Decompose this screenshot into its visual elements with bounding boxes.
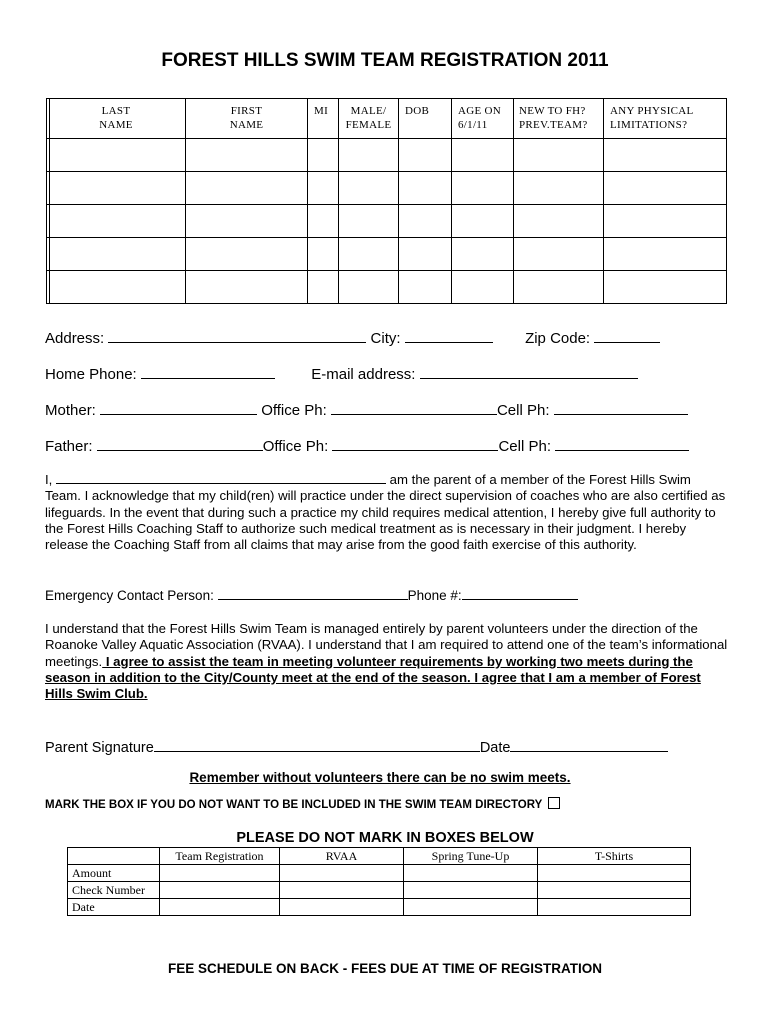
office-use-cell bbox=[538, 865, 691, 882]
new-to-fh-cell[interactable] bbox=[514, 139, 604, 172]
father-field[interactable] bbox=[97, 436, 263, 451]
address-label: Address: bbox=[45, 330, 105, 347]
age-cell[interactable] bbox=[452, 172, 514, 205]
new-to-fh-cell[interactable] bbox=[514, 271, 604, 304]
zip-field[interactable] bbox=[594, 328, 660, 343]
volunteer-agreement: I agree to assist the team in meeting volunteer requirements by working two meets during the season in addition to the City/County meet at the end of the season. I agree that I am a member of Forest Hills Swim Club. bbox=[45, 653, 701, 702]
address-row bbox=[45, 328, 660, 347]
father-office-field[interactable] bbox=[332, 436, 498, 451]
email-label: E-mail address: bbox=[311, 366, 416, 383]
emergency-phone-label: Phone #: bbox=[407, 588, 462, 603]
limitations-cell[interactable] bbox=[604, 205, 727, 238]
emergency-phone-field[interactable] bbox=[462, 587, 578, 600]
header-dob: DOB bbox=[399, 99, 452, 139]
office-use-cell bbox=[160, 882, 280, 899]
header-physical-limitations: ANY PHYSICAL LIMITATIONS? bbox=[610, 105, 694, 131]
city-field[interactable] bbox=[405, 328, 493, 343]
volunteer-text: I understand that the Forest Hills Swim Team is managed entirely by parent volunteers under the direction of the Roanoke Valley Aquatic Association (RVAA). I understand that I am required to attend one of the team’s informational meetings. bbox=[45, 621, 728, 669]
office-use-cell bbox=[160, 865, 280, 882]
dob-cell[interactable] bbox=[399, 205, 452, 238]
dob-cell[interactable] bbox=[399, 172, 452, 205]
col-team-registration: Team Registration bbox=[160, 848, 280, 865]
dob-cell[interactable] bbox=[399, 139, 452, 172]
mi-cell[interactable] bbox=[308, 271, 339, 304]
gender-cell[interactable] bbox=[339, 238, 399, 271]
office-use-cell bbox=[280, 882, 404, 899]
mother-field[interactable] bbox=[100, 400, 257, 415]
mi-cell[interactable] bbox=[308, 172, 339, 205]
email-field[interactable] bbox=[420, 364, 638, 379]
gender-cell[interactable] bbox=[339, 205, 399, 238]
header-age: AGE ON 6/1/11 bbox=[452, 99, 514, 139]
office-use-cell bbox=[404, 899, 538, 916]
emergency-row bbox=[45, 587, 578, 603]
zip-label: Zip Code: bbox=[525, 330, 591, 347]
office-use-cell bbox=[404, 865, 538, 882]
col-spring-tune-up: Spring Tune-Up bbox=[404, 848, 538, 865]
gender-cell[interactable] bbox=[339, 172, 399, 205]
registration-row bbox=[47, 271, 727, 304]
father-cell-field[interactable] bbox=[555, 436, 689, 451]
header-first-name: FIRST NAME bbox=[186, 99, 308, 139]
home-phone-field[interactable] bbox=[141, 364, 275, 379]
first-name-cell[interactable] bbox=[186, 205, 308, 238]
office-use-row-amount bbox=[68, 865, 691, 882]
office-use-row-date bbox=[68, 899, 691, 916]
registration-table bbox=[46, 98, 727, 304]
emergency-label: Emergency Contact Person: bbox=[45, 588, 214, 603]
last-name-cell[interactable] bbox=[47, 238, 186, 271]
father-office-label: Office Ph: bbox=[262, 438, 329, 455]
office-use-cell bbox=[404, 882, 538, 899]
signature-row bbox=[45, 737, 668, 756]
mother-row bbox=[45, 400, 688, 419]
consent-prefix: I, bbox=[45, 472, 53, 487]
gender-cell[interactable] bbox=[339, 139, 399, 172]
header-last-name: LAST NAME bbox=[47, 99, 186, 139]
father-cell-label: Cell Ph: bbox=[498, 438, 551, 455]
office-use-table bbox=[67, 847, 691, 916]
dob-cell[interactable] bbox=[399, 238, 452, 271]
gender-cell[interactable] bbox=[339, 271, 399, 304]
first-name-cell[interactable] bbox=[186, 271, 308, 304]
directory-opt-out-row bbox=[45, 797, 560, 811]
office-use-cell bbox=[280, 865, 404, 882]
last-name-cell[interactable] bbox=[47, 271, 186, 304]
limitations-cell[interactable] bbox=[604, 271, 727, 304]
address-field[interactable] bbox=[108, 328, 366, 343]
office-use-row-check-number bbox=[68, 882, 691, 899]
dob-cell[interactable] bbox=[399, 271, 452, 304]
parent-name-field[interactable] bbox=[56, 471, 386, 484]
father-row bbox=[45, 436, 689, 455]
mother-cell-label: Cell Ph: bbox=[496, 402, 550, 419]
mother-office-field[interactable] bbox=[331, 400, 497, 415]
mi-cell[interactable] bbox=[308, 205, 339, 238]
limitations-cell[interactable] bbox=[604, 139, 727, 172]
page-title: FOREST HILLS SWIM TEAM REGISTRATION 2011 bbox=[161, 50, 609, 71]
limitations-cell[interactable] bbox=[604, 238, 727, 271]
directory-opt-out-checkbox[interactable] bbox=[548, 797, 560, 809]
office-use-cell bbox=[160, 899, 280, 916]
registration-header-row bbox=[47, 99, 727, 139]
mi-cell[interactable] bbox=[308, 238, 339, 271]
volunteer-paragraph bbox=[45, 621, 730, 702]
emergency-contact-field[interactable] bbox=[218, 587, 408, 600]
age-cell[interactable] bbox=[452, 205, 514, 238]
limitations-cell[interactable] bbox=[604, 172, 727, 205]
consent-text: am the parent of a member of the Forest Hills Swim Team. I acknowledge that my child(ren) will practice under the direct supervision of coaches who are also certified as lifeguards. In the event that during such a practice my child requires medical attention, I hereby give full authority to the Forest Hills Coaching Staff to authorize such medical treatment as is necessary in their judgment. I hereby release the Coaching Staff from all claims that may arise from the good faith exercise of this authority. bbox=[45, 472, 726, 553]
office-use-cell bbox=[538, 882, 691, 899]
header-mi: MI bbox=[308, 99, 339, 139]
directory-opt-out-label: MARK THE BOX IF YOU DO NOT WANT TO BE INCLUDED IN THE SWIM TEAM DIRECTORY bbox=[45, 799, 543, 811]
fee-schedule-footer: FEE SCHEDULE ON BACK - FEES DUE AT TIME OF REGISTRATION bbox=[167, 961, 602, 976]
header-new-to-fh: NEW TO FH? PREV.TEAM? bbox=[514, 99, 604, 139]
last-name-cell[interactable] bbox=[47, 172, 186, 205]
last-name-cell[interactable] bbox=[47, 205, 186, 238]
mi-cell[interactable] bbox=[308, 139, 339, 172]
registration-row bbox=[47, 139, 727, 172]
phone-row bbox=[45, 364, 638, 383]
father-label: Father: bbox=[45, 438, 93, 455]
age-cell[interactable] bbox=[452, 238, 514, 271]
date-label: Date bbox=[479, 740, 511, 756]
mother-label: Mother: bbox=[45, 402, 96, 419]
new-to-fh-cell[interactable] bbox=[514, 205, 604, 238]
signature-label: Parent Signature bbox=[45, 740, 154, 756]
home-phone-label: Home Phone: bbox=[45, 366, 137, 383]
registration-row bbox=[47, 172, 727, 205]
volunteer-reminder: Remember without volunteers there can be no swim meets. bbox=[189, 770, 571, 785]
first-name-cell[interactable] bbox=[186, 139, 308, 172]
age-cell[interactable] bbox=[452, 139, 514, 172]
consent-paragraph bbox=[45, 471, 730, 553]
header-gender: MALE/ FEMALE bbox=[339, 99, 399, 139]
mother-office-label: Office Ph: bbox=[261, 402, 327, 419]
first-name-cell[interactable] bbox=[186, 238, 308, 271]
city-label: City: bbox=[370, 330, 401, 347]
last-name-cell[interactable] bbox=[47, 139, 186, 172]
col-rvaa: RVAA bbox=[280, 848, 404, 865]
office-use-cell bbox=[280, 899, 404, 916]
date-field[interactable] bbox=[510, 737, 668, 752]
registration-row bbox=[47, 205, 727, 238]
row-label-check-number: Check Number bbox=[68, 882, 160, 899]
office-use-corner-cell bbox=[68, 848, 160, 865]
signature-field[interactable] bbox=[154, 737, 480, 752]
office-use-heading: PLEASE DO NOT MARK IN BOXES BELOW bbox=[236, 830, 534, 846]
first-name-cell[interactable] bbox=[186, 172, 308, 205]
new-to-fh-cell[interactable] bbox=[514, 172, 604, 205]
mother-cell-field[interactable] bbox=[554, 400, 688, 415]
new-to-fh-cell[interactable] bbox=[514, 238, 604, 271]
row-label-amount: Amount bbox=[68, 865, 160, 882]
col-t-shirts: T-Shirts bbox=[538, 848, 691, 865]
registration-row bbox=[47, 238, 727, 271]
office-use-header-row bbox=[68, 848, 691, 865]
age-cell[interactable] bbox=[452, 271, 514, 304]
row-label-date: Date bbox=[68, 899, 160, 916]
office-use-cell bbox=[538, 899, 691, 916]
